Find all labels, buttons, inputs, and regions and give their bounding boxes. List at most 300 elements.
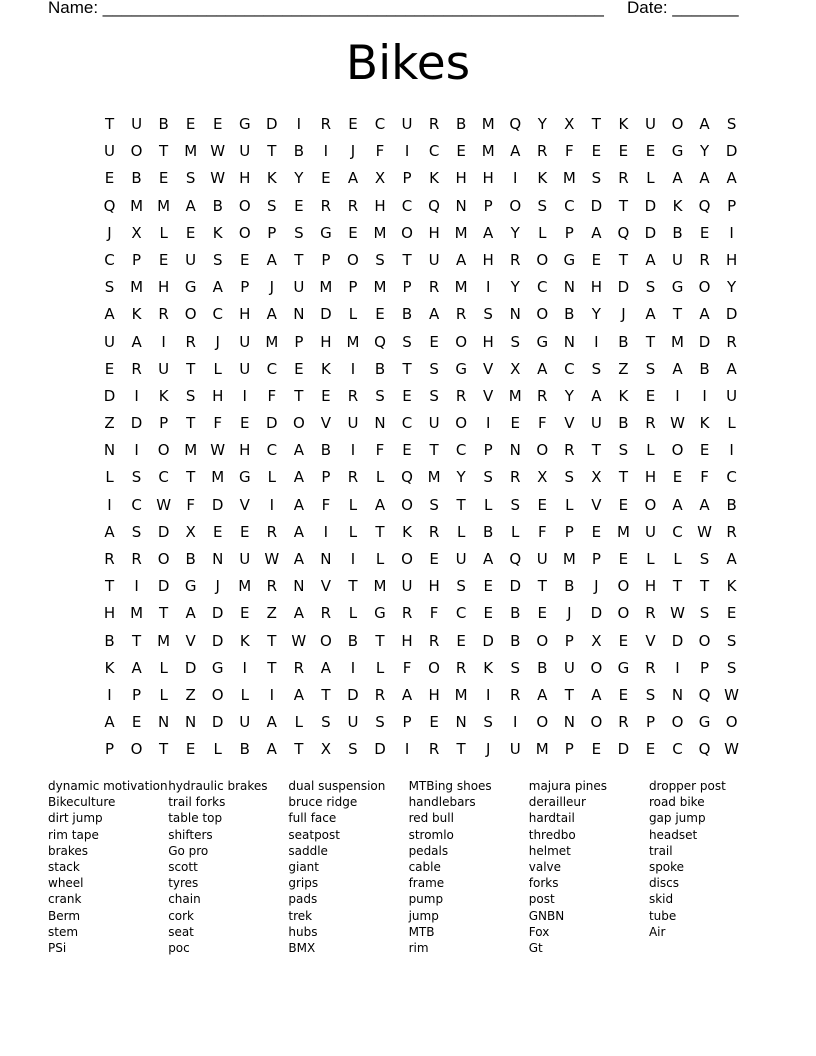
grid-letter: A [428,305,440,324]
word-list-item: seatpost [288,827,340,842]
grid-letter: R [537,142,548,161]
grid-letter: I [485,685,491,704]
word-list-item: pump [408,892,444,907]
word-list-item: Gt [528,941,543,956]
grid-letter: S [348,740,358,759]
grid-letter: B [374,359,386,378]
grid-letter: Q [428,196,440,215]
grid-letter: Y [510,278,520,297]
word-list-item: trail [648,843,673,858]
grid-letter: Q [374,332,386,351]
grid-letter: I [134,386,139,405]
grid-letter: P [267,223,277,242]
grid-letter: I [242,386,247,405]
grid-letter: L [348,604,358,623]
grid-row [96,412,745,439]
grid-letter: T [618,468,628,487]
grid-letter: Q [698,685,711,704]
grid-letter: L [646,169,655,188]
grid-letter: B [320,441,332,460]
grid-letter: L [240,685,249,704]
grid-letter: N [103,441,116,460]
grid-letter: B [131,169,142,188]
grid-letter: O [536,631,549,650]
grid-letter: T [294,250,304,269]
grid-letter: O [671,441,684,460]
grid-letter: S [510,332,520,351]
grid-letter: U [563,658,575,677]
grid-letter: E [185,223,196,242]
grid-letter: K [429,169,439,188]
grid-letter: K [320,359,331,378]
word-list-column [168,778,288,956]
grid-letter: C [401,414,413,433]
grid-letter: K [483,658,494,677]
word-list-item: chain [168,892,201,907]
word-list-item: BMX [288,941,316,956]
grid-row [96,222,745,249]
grid-letter: I [702,386,707,405]
grid-letter: S [510,495,520,514]
word-list-item: skid [648,892,674,907]
grid-letter: N [374,414,386,433]
word-list-column [48,778,168,956]
grid-letter: D [184,658,197,677]
grid-letter: G [238,468,251,487]
grid-letter: I [134,441,139,460]
grid-letter: R [699,250,710,269]
grid-letter: I [107,685,112,704]
grid-letter: A [645,305,656,324]
grid-letter: R [428,115,440,133]
grid-letter: E [618,550,629,568]
grid-letter: U [104,142,116,161]
grid-row [96,195,745,222]
grid-letter: D [509,577,521,596]
grid-letter: L [375,550,385,568]
grid-letter: P [402,169,412,188]
grid-letter: E [699,441,710,460]
grid-letter: L [159,223,168,242]
grid-letter: A [104,305,115,324]
grid-letter: A [293,468,304,487]
grid-letter: I [594,332,599,351]
grid-letter: M [454,278,468,297]
grid-letter: E [537,604,548,623]
grid-letter: R [726,522,737,541]
word-list-item: frame [408,876,445,891]
grid-letter: L [213,740,222,759]
grid-letter: P [564,522,574,541]
grid-letter: A [699,495,710,514]
grid-letter: M [671,332,684,351]
grid-letter: V [185,631,196,650]
grid-letter: O [401,223,413,242]
grid-letter: O [157,441,170,460]
grid-letter: A [266,740,277,759]
grid-letter: S [726,658,737,677]
grid-letter: N [563,332,575,351]
grid-letter: M [535,740,549,759]
grid-letter: P [132,685,142,704]
grid-letter: D [671,631,684,650]
word-list-item: road bike [648,795,705,810]
grid-row [96,738,745,765]
grid-letter: R [266,577,278,596]
grid-letter: P [348,278,358,297]
grid-letter: G [698,713,711,732]
grid-letter: E [240,414,250,433]
grid-letter: U [239,550,251,568]
grid-letter: W [670,414,685,433]
grid-letter: G [455,359,467,378]
grid-row [96,303,745,330]
grid-letter: R [347,196,359,215]
grid-letter: E [726,604,737,623]
grid-letter: C [726,468,737,487]
grid-letter: R [428,740,440,759]
grid-letter: L [646,441,655,460]
grid-letter: R [158,305,169,324]
grid-letter: D [157,577,170,596]
word-list-item: poc [168,941,190,956]
grid-letter: C [564,359,575,378]
date-field-label: Date: _______ [627,0,739,17]
grid-letter: R [510,468,521,487]
grid-letter: Z [185,685,196,704]
grid-letter: P [645,713,655,732]
grid-letter: X [591,468,602,487]
grid-letter: M [562,550,576,568]
grid-letter: B [158,115,169,133]
grid-letter: P [105,740,115,759]
word-list-item: Fox [528,924,550,939]
grid-letter: D [211,713,224,732]
grid-letter: P [700,658,710,677]
grid-row [96,521,745,548]
grid-letter: H [455,169,467,188]
grid-letter: I [350,441,356,460]
grid-letter: E [537,495,548,514]
grid-letter: V [239,495,250,514]
grid-letter: I [350,359,356,378]
word-list-item: full face [288,811,337,826]
grid-letter: K [699,414,710,433]
grid-letter: F [267,386,277,405]
grid-letter: F [213,414,223,433]
grid-letter: E [185,740,196,759]
grid-letter: U [347,713,359,732]
grid-letter: D [211,631,224,650]
word-list-item: crank [48,892,82,907]
grid-letter: Y [294,169,304,188]
grid-letter: S [591,169,602,188]
grid-letter: N [320,550,332,568]
word-list-item: hardtail [528,811,575,826]
grid-letter: P [294,332,304,351]
grid-letter: A [726,550,737,568]
grid-letter: J [485,740,491,759]
grid-letter: S [375,713,385,732]
grid-letter: J [567,604,572,623]
grid-letter: O [671,713,684,732]
grid-letter: A [293,441,304,460]
grid-letter: V [564,414,575,433]
grid-letter: T [159,604,169,623]
grid-letter: N [671,685,684,704]
grid-letter: I [729,441,734,460]
grid-letter: B [104,631,115,650]
grid-letter: O [509,196,522,215]
grid-letter: L [484,495,493,514]
grid-letter: V [591,495,602,514]
grid-letter: N [455,713,467,732]
grid-letter: E [294,359,304,378]
grid-letter: E [591,740,602,759]
grid-letter: H [428,223,440,242]
grid-letter: T [348,577,358,596]
grid-letter: E [429,332,439,351]
grid-letter: O [617,577,630,596]
grid-letter: P [564,631,574,650]
grid-letter: O [644,495,657,514]
grid-letter: D [725,305,738,324]
grid-letter: E [240,604,250,623]
grid-letter: T [267,658,277,677]
grid-letter: N [185,713,197,732]
grid-letter: F [429,604,439,623]
grid-letter: T [618,196,628,215]
grid-letter: X [564,115,575,133]
grid-letter: R [266,522,278,541]
grid-letter: I [675,386,680,405]
word-list-item: cork [168,908,195,923]
word-list-item: stromlo [408,827,454,842]
grid-letter: O [238,196,251,215]
word-list [48,778,769,956]
grid-letter: W [697,522,712,541]
grid-letter: K [726,577,737,596]
grid-letter: A [374,495,386,514]
grid-letter: N [293,305,305,324]
grid-letter: X [537,468,548,487]
grid-letter: D [211,495,224,514]
grid-letter: O [590,658,603,677]
grid-letter: R [104,550,115,568]
grid-letter: V [320,577,332,596]
grid-letter: I [350,550,356,568]
word-list-item: dropper post [648,779,726,793]
grid-letter: P [564,223,574,242]
grid-letter: R [347,386,359,405]
word-list-column [529,778,649,956]
grid-letter: E [402,441,412,460]
grid-row [96,249,745,276]
word-list-item: majura pines [528,779,608,793]
word-list-item: helmet [528,843,571,858]
word-list-item: PSi [48,941,67,956]
word-list-item: handlebars [408,795,476,810]
grid-letter: E [645,740,656,759]
grid-letter: M [562,169,576,188]
grid-letter: S [726,631,737,650]
grid-letter: T [645,332,656,351]
grid-letter: E [591,250,602,269]
grid-letter: T [186,468,196,487]
grid-letter: C [401,196,413,215]
grid-letter: C [455,604,467,623]
grid-letter: L [267,468,276,487]
grid-letter: S [212,250,223,269]
grid-letter: I [296,115,302,133]
grid-letter: L [565,495,574,514]
grid-letter: X [591,631,602,650]
grid-letter: G [238,115,251,133]
grid-letter: S [699,604,710,623]
grid-letter: A [185,196,196,215]
grid-letter: M [238,577,252,596]
grid-letter: C [374,115,386,133]
word-list-item: dynamic motivation [48,779,168,793]
grid-letter: T [375,522,385,541]
word-list-item: discs [648,876,679,891]
grid-letter: E [429,713,439,732]
grid-letter: H [644,468,657,487]
grid-letter: T [267,631,277,650]
grid-letter: E [618,685,629,704]
grid-letter: G [563,250,576,269]
grid-letter: S [564,468,575,487]
grid-letter: S [402,332,412,351]
grid-letter: E [212,115,223,133]
grid-letter: C [537,278,548,297]
grid-letter: E [240,250,250,269]
grid-letter: J [594,577,599,596]
grid-letter: A [456,250,467,269]
grid-letter: B [564,577,575,596]
grid-letter: E [240,522,250,541]
grid-letter: C [131,495,142,514]
grid-letter: A [266,250,277,269]
grid-letter: U [401,577,413,596]
grid-letter: C [212,305,223,324]
grid-letter: M [508,386,522,405]
grid-letter: R [645,414,656,433]
grid-letter: C [104,250,115,269]
grid-letter: E [375,305,385,324]
grid-letter: D [320,305,332,324]
grid-row [96,657,745,684]
grid-letter: M [454,223,468,242]
grid-letter: R [131,550,142,568]
grid-letter: L [348,305,358,324]
grid-letter: E [185,115,196,133]
grid-letter: M [373,223,387,242]
grid-letter: H [428,577,440,596]
word-list-item: Bikeculture [48,795,116,810]
grid-row [96,630,745,657]
grid-letter: R [618,713,629,732]
grid-letter: I [485,278,491,297]
grid-letter: C [455,441,467,460]
word-list-item: trek [288,908,313,923]
grid-letter: A [347,169,359,188]
grid-letter: M [427,468,441,487]
grid-letter: A [320,658,332,677]
word-list-item: hubs [288,924,318,939]
word-list-item: tube [648,908,677,923]
grid-row [96,466,745,493]
grid-letter: R [564,441,575,460]
grid-letter: W [210,441,226,460]
grid-letter: O [455,332,468,351]
grid-letter: E [699,223,710,242]
grid-letter: G [374,604,386,623]
grid-letter: R [428,631,440,650]
grid-letter: S [321,713,331,732]
grid-letter: H [157,278,170,297]
grid-letter: M [157,196,171,215]
grid-letter: Q [509,115,522,133]
grid-letter: H [725,250,738,269]
grid-letter: E [618,142,629,161]
grid-letter: J [621,305,626,324]
grid-letter: O [617,604,630,623]
grid-letter: U [672,250,683,269]
grid-letter: E [104,359,115,378]
grid-letter: T [456,495,466,514]
grid-letter: A [293,522,304,541]
grid-letter: A [591,223,602,242]
grid-letter: O [347,250,359,269]
grid-letter: M [319,278,333,297]
grid-letter: O [536,713,549,732]
grid-letter: S [645,278,656,297]
grid-letter: G [320,223,332,242]
grid-letter: S [483,468,493,487]
grid-letter: I [513,169,518,188]
word-list-item: giant [288,860,319,875]
grid-letter: X [131,223,142,242]
word-list-item: post [528,892,555,907]
grid-letter: E [672,468,683,487]
grid-letter: J [215,332,220,351]
grid-letter: A [185,604,196,623]
word-list-item: headset [648,827,698,842]
grid-letter: D [698,332,711,351]
grid-letter: G [536,332,549,351]
grid-letter: T [375,631,385,650]
grid-letter: M [346,332,360,351]
grid-letter: Y [510,223,520,242]
grid-letter: M [373,577,387,596]
grid-letter: B [699,359,710,378]
grid-letter: H [401,631,413,650]
grid-letter: T [267,142,277,161]
grid-letter: H [239,305,251,324]
grid-letter: R [401,604,413,623]
grid-letter: F [375,441,385,460]
grid-letter: P [240,278,250,297]
header [48,0,748,20]
grid-letter: W [156,495,172,514]
grid-letter: I [485,414,491,433]
grid-letter: B [483,522,494,541]
grid-letter: E [348,223,358,242]
grid-letter: S [131,522,142,541]
grid-letter: U [104,332,116,351]
grid-letter: M [265,332,279,351]
